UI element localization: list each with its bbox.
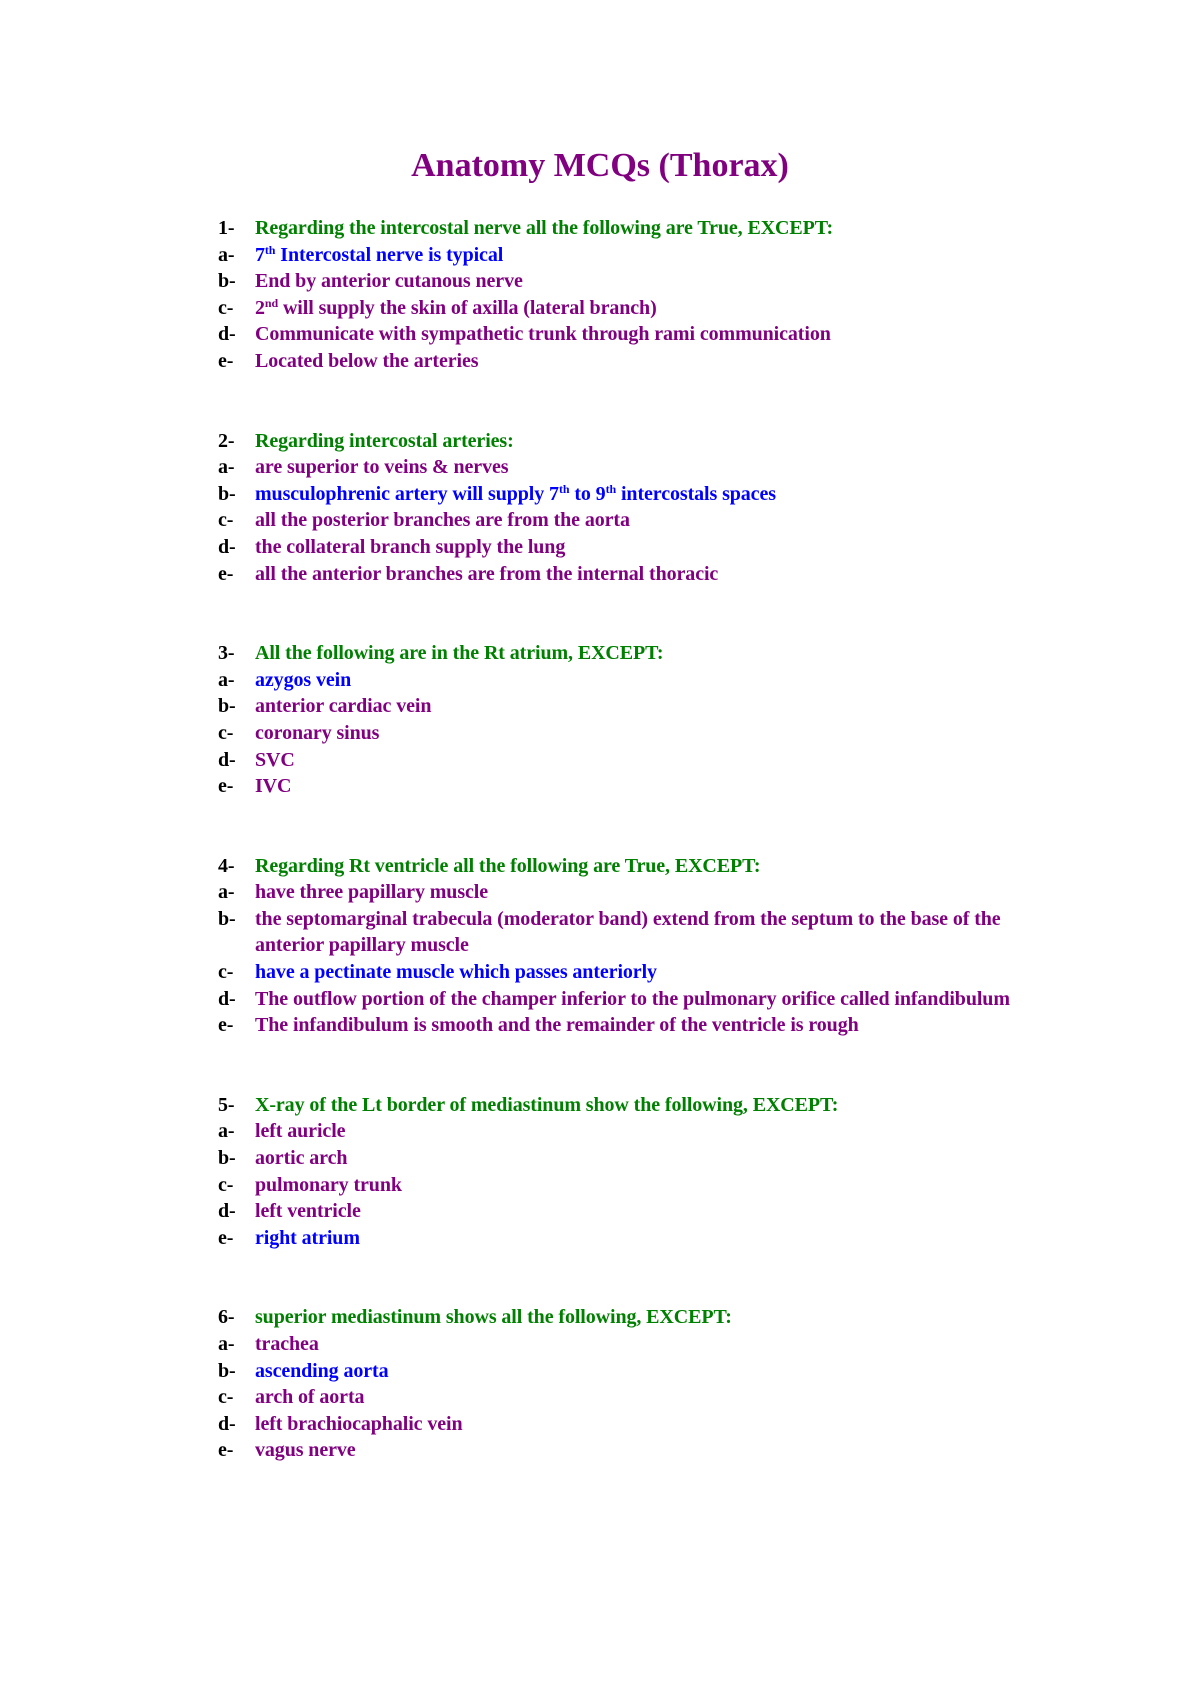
option-label: c-: [218, 721, 234, 744]
option-c: [218, 295, 1038, 322]
option-text: [255, 561, 1038, 588]
option-text: [255, 348, 1038, 375]
question-stem-text: Regarding intercostal arteries:: [255, 429, 514, 452]
option-e: [218, 773, 1038, 800]
question-number: 5-: [218, 1093, 235, 1116]
option-text-text: End by anterior cutanous nerve: [255, 270, 523, 293]
question-stem: [218, 853, 1038, 880]
option-text-text: left auricle: [255, 1120, 346, 1143]
option-label: b-: [218, 482, 236, 505]
option-text: [255, 1331, 1038, 1358]
option-label: b-: [218, 270, 236, 293]
option-label: e-: [218, 1014, 234, 1037]
option-d: [218, 747, 1038, 774]
option-text: [255, 747, 1038, 774]
option-text-text: intercostals spaces: [616, 482, 776, 505]
option-label: b-: [218, 695, 236, 718]
option-d: [218, 321, 1038, 348]
option-text-text: SVC: [255, 748, 295, 771]
option-text: [255, 242, 1038, 269]
option-label: a-: [218, 456, 235, 479]
option-label: d-: [218, 1200, 236, 1223]
option-text: [255, 1172, 1038, 1199]
option-text: [255, 321, 1038, 348]
option-label: a-: [218, 668, 235, 691]
question-block: [218, 1092, 1038, 1252]
option-text-text: Located below the arteries: [255, 349, 479, 372]
question-number: 2-: [218, 429, 235, 452]
option-text-text: the collateral branch supply the lung: [255, 535, 566, 558]
option-text: [255, 720, 1038, 747]
option-label: d-: [218, 535, 236, 558]
option-text: [255, 1198, 1038, 1225]
option-text-text: all the anterior branches are from the internal thoracic: [255, 562, 719, 585]
option-text: [255, 667, 1038, 694]
option-text-text: pulmonary trunk: [255, 1173, 402, 1196]
option-d: [218, 1411, 1038, 1438]
option-label: a-: [218, 243, 235, 266]
option-text: [255, 773, 1038, 800]
option-label: b-: [218, 1359, 236, 1382]
option-text-text: anterior cardiac vein: [255, 695, 432, 718]
option-label: c-: [218, 961, 234, 984]
option-text: [255, 1384, 1038, 1411]
option-text-text: are superior to veins & nerves: [255, 456, 509, 479]
question-stem: [218, 428, 1038, 455]
option-e: [218, 1437, 1038, 1464]
option-text: [255, 959, 1038, 986]
option-text: [255, 1012, 1038, 1039]
option-label: c-: [218, 296, 234, 319]
option-label: e-: [218, 349, 234, 372]
question-stem: [218, 640, 1038, 667]
option-text: [255, 1225, 1038, 1252]
option-label: e-: [218, 1226, 234, 1249]
option-a: [218, 667, 1038, 694]
option-label: d-: [218, 323, 236, 346]
option-text-text: IVC: [255, 775, 292, 798]
option-text-text: right atrium: [255, 1226, 360, 1249]
option-text: [255, 295, 1038, 322]
option-text: [255, 1145, 1038, 1172]
option-text-sup: th: [264, 242, 276, 257]
question-list: [218, 215, 1038, 1517]
option-text: [255, 1118, 1038, 1145]
option-b: [218, 481, 1038, 508]
option-a: [218, 1118, 1038, 1145]
option-c: [218, 1384, 1038, 1411]
option-text-text: aortic arch: [255, 1147, 348, 1170]
option-label: b-: [218, 1147, 236, 1170]
option-label: a-: [218, 1333, 235, 1355]
option-c: [218, 959, 1038, 986]
option-text-text: left ventricle: [255, 1200, 361, 1223]
option-d: [218, 986, 1038, 1013]
question-number: 6-: [218, 1306, 235, 1329]
option-text: [255, 986, 1038, 1013]
option-label: d-: [218, 1412, 236, 1435]
option-c: [218, 720, 1038, 747]
question-block: [218, 428, 1038, 588]
option-label: d-: [218, 748, 236, 771]
option-text: [255, 534, 1038, 561]
option-text-text: azygos vein: [255, 668, 352, 691]
option-label: d-: [218, 987, 236, 1010]
option-label: c-: [218, 509, 234, 532]
option-e: [218, 1012, 1038, 1039]
option-d: [218, 1198, 1038, 1225]
option-text-text: the septomarginal trabecula (moderator band) extend from the septum to the base of the anterior papillary muscle: [255, 907, 1001, 957]
option-label: e-: [218, 775, 234, 798]
option-b: [218, 1145, 1038, 1172]
question-stem-text: Regarding the intercostal nerve all the following are True, EXCEPT:: [255, 217, 834, 239]
option-text-text: have three papillary muscle: [255, 881, 489, 904]
option-text: [255, 481, 1038, 508]
option-text-text: ascending aorta: [255, 1359, 389, 1382]
question-number: 3-: [218, 642, 235, 665]
question-stem-text: All the following are in the Rt atrium, EXCEPT:: [255, 642, 664, 665]
page-title: Anatomy MCQs (Thorax): [411, 147, 789, 184]
option-a: [218, 454, 1038, 481]
option-e: [218, 348, 1038, 375]
question-stem-text: Regarding Rt ventricle all the following are True, EXCEPT:: [255, 854, 761, 877]
option-text-pre: 2: [255, 296, 265, 319]
option-label: c-: [218, 1386, 234, 1409]
option-text-text: will supply the skin of axilla (lateral branch): [278, 296, 657, 319]
option-label: e-: [218, 562, 234, 585]
option-text-text: The infandibulum is smooth and the remainder of the ventricle is rough: [255, 1014, 859, 1037]
option-label: b-: [218, 907, 236, 930]
option-text-pre: 7: [255, 243, 265, 266]
option-text-text: trachea: [255, 1333, 319, 1355]
option-text: [255, 1358, 1038, 1385]
option-b: [218, 693, 1038, 720]
question-stem: [218, 215, 1038, 242]
question-number: 1-: [218, 217, 235, 239]
option-text-text: left brachiocaphalic vein: [255, 1412, 463, 1435]
question-stem: [218, 1304, 1038, 1331]
option-b: [218, 906, 1038, 959]
option-text-text: coronary sinus: [255, 721, 380, 744]
option-text-text: all the posterior branches are from the aorta: [255, 509, 630, 532]
option-text: [255, 1437, 1038, 1464]
option-text: [255, 454, 1038, 481]
option-c: [218, 1172, 1038, 1199]
option-a: [218, 879, 1038, 906]
option-text-pre: musculophrenic artery will supply 7: [255, 482, 559, 505]
question-number: 4-: [218, 854, 235, 877]
option-text: [255, 693, 1038, 720]
question-block: [218, 640, 1038, 800]
option-text: [255, 268, 1038, 295]
question-stem-text: X-ray of the Lt border of mediastinum show the following, EXCEPT:: [255, 1093, 839, 1116]
option-text-sup2: th: [605, 481, 617, 496]
option-text-text: The outflow portion of the champer inferior to the pulmonary orifice called infandibulum: [255, 987, 1010, 1010]
option-text-sup: nd: [264, 295, 279, 310]
question-block: [218, 1304, 1038, 1464]
question-block: [218, 853, 1038, 1039]
option-text-text: arch of aorta: [255, 1386, 365, 1409]
option-text: [255, 906, 1038, 959]
option-text-text: Communicate with sympathetic trunk through rami communication: [255, 323, 831, 346]
question-stem-text: superior mediastinum shows all the following, EXCEPT:: [255, 1306, 732, 1329]
option-a: [218, 242, 1038, 269]
question-block: [218, 215, 1038, 375]
option-text-sup: th: [558, 481, 570, 496]
option-b: [218, 268, 1038, 295]
option-e: [218, 1225, 1038, 1252]
option-text: [255, 1411, 1038, 1438]
option-a: [218, 1331, 1038, 1358]
option-text-mid: to 9: [569, 482, 606, 505]
question-stem: [218, 1092, 1038, 1119]
option-text-text: vagus nerve: [255, 1439, 356, 1462]
option-label: a-: [218, 1120, 235, 1143]
option-c: [218, 507, 1038, 534]
option-label: c-: [218, 1173, 234, 1196]
option-label: a-: [218, 881, 235, 904]
option-b: [218, 1358, 1038, 1385]
option-text: [255, 507, 1038, 534]
option-d: [218, 534, 1038, 561]
option-e: [218, 561, 1038, 588]
option-label: e-: [218, 1439, 234, 1462]
option-text: [255, 879, 1038, 906]
option-text-text: Intercostal nerve is typical: [275, 243, 504, 266]
option-text-text: have a pectinate muscle which passes anteriorly: [255, 961, 657, 984]
